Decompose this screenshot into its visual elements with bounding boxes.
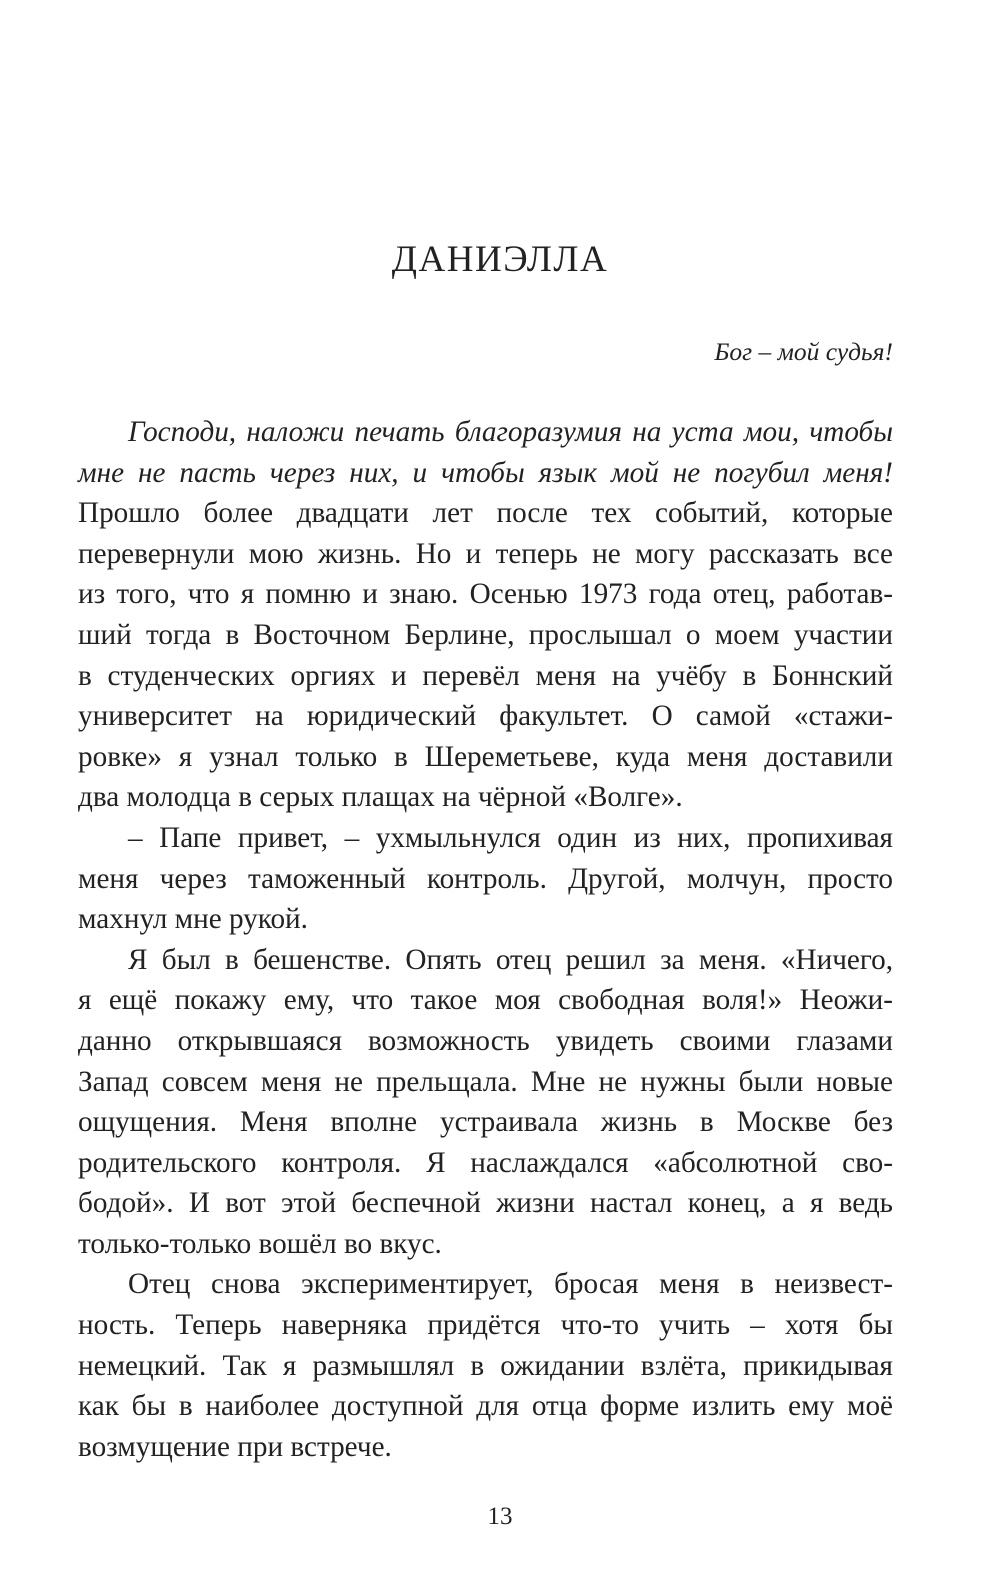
text-line: родительского контроля. Я наслаждался «абсолютной сво-	[78, 1146, 893, 1179]
text-line: только-только вошёл во вкус.	[78, 1227, 442, 1260]
text-line: Я был в бешенстве. Опять отец решил за меня. «Ничего,	[128, 943, 893, 976]
text-line: перевернули мою жизнь. Но и теперь не могу рассказать все	[78, 537, 893, 570]
paragraph	[78, 1264, 893, 1467]
text-line: меня через таможенный контроль. Другой, молчун, просто	[78, 862, 893, 895]
text-line: ший тогда в Восточном Берлине, прослышал о моем участии	[78, 618, 893, 651]
text-line: ность. Теперь наверняка придётся что-то учить – хотя бы	[78, 1309, 893, 1342]
text-line: Прошло более двадцати лет после тех событий, которые	[78, 497, 893, 530]
text-line: немецкий. Так я размышлял в ожидании взлёта, прикидывая	[78, 1349, 893, 1382]
paragraph	[78, 940, 893, 1265]
text-line: – Папе привет, – ухмыльнулся один из них, пропихивая	[128, 821, 893, 854]
epigraph: Бог – мой судья!	[714, 337, 893, 366]
text-line: в студенческих оргиях и перевёл меня на учёбу в Боннский	[78, 659, 893, 692]
text-line: мне не пасть через них, и чтобы язык мой не погубил меня!	[78, 456, 893, 489]
text-line: Отец снова экспериментирует, бросая меня в неизвест-	[128, 1268, 893, 1301]
page-number: 13	[487, 1503, 513, 1530]
text-line: бодой». И вот этой беспечной жизни настал конец, а я ведь	[78, 1187, 893, 1220]
text-line: Запад совсем меня не прельщала. Мне не нужны были новые	[78, 1065, 893, 1098]
chapter-title: ДАНИЭЛЛА	[391, 239, 609, 280]
text-line: два молодца в серых плащах на чёрной «Волге».	[78, 781, 683, 814]
text-line: из того, что я помню и знаю. Осенью 1973 года отец, работав-	[78, 578, 893, 611]
text-line: возмущение при встрече.	[78, 1430, 392, 1463]
text-line: Господи, наложи печать благоразумия на уста мои, чтобы	[128, 416, 893, 448]
text-line: ровке» я узнал только в Шереметьеве, куда меня доставили	[78, 740, 893, 773]
text-line: данно открывшаяся возможность увидеть своими глазами	[78, 1024, 893, 1057]
body-text	[78, 412, 893, 1467]
text-line: университет на юридический факультет. О самой «стажи-	[78, 700, 893, 733]
text-line: ощущения. Меня вполне устраивала жизнь в Москве без	[78, 1106, 893, 1139]
paragraph	[78, 412, 893, 493]
text-line: я ещё покажу ему, что такое моя свободная воля!» Неожи-	[78, 984, 893, 1017]
paragraph	[78, 818, 893, 940]
paragraph	[78, 493, 893, 818]
text-line: как бы в наиболее доступной для отца форме излить ему моё	[78, 1390, 893, 1423]
text-line: махнул мне рукой.	[78, 903, 308, 936]
